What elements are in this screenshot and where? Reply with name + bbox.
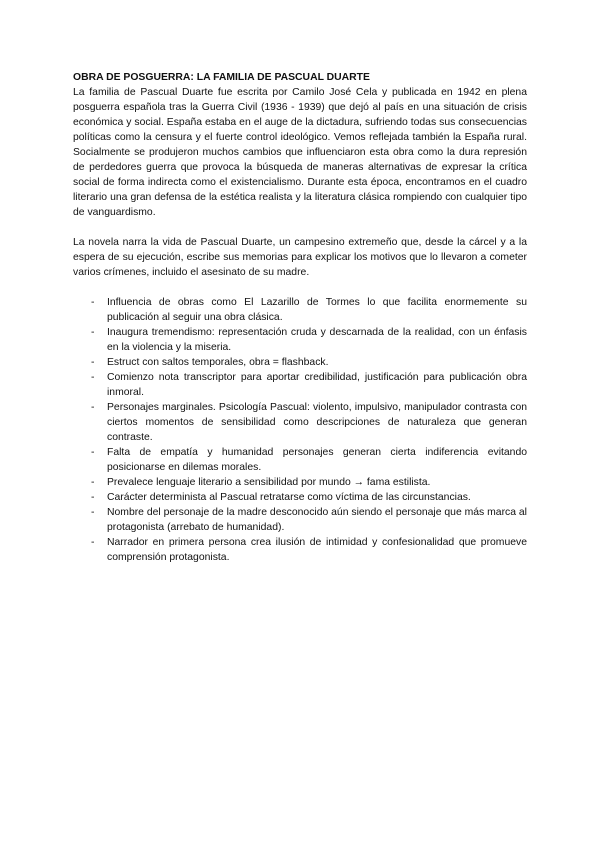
- list-item: [73, 355, 527, 370]
- bullet-dash: -: [91, 372, 95, 383]
- list-item-text: Falta de empatía y humanidad personajes generan cierta indiferencia evitando posicionarse en dilemas morales.: [107, 447, 527, 473]
- bullet-dash: -: [91, 297, 95, 308]
- list-item-text: Comienzo nota transcriptor para aportar credibilidad, justificación para publicación obra inmoral.: [107, 372, 527, 398]
- list-item-text: Narrador en primera persona crea ilusión de intimidad y confesionalidad que promueve comprensión protagonista.: [107, 537, 527, 563]
- document-title: OBRA DE POSGUERRA: LA FAMILIA DE PASCUAL DUARTE: [73, 72, 370, 83]
- list-item-text: Carácter determinista al Pascual retratarse como víctima de las circunstancias.: [107, 492, 471, 503]
- list-item: [73, 295, 527, 325]
- list-item: [73, 505, 527, 535]
- list-item-text: Estruct con saltos temporales, obra = flashback.: [107, 357, 329, 368]
- list-item: [73, 370, 527, 400]
- list-item-text: Inaugura tremendismo: representación cruda y descarnada de la realidad, con un énfasis en la violencia y la miseria.: [107, 327, 527, 353]
- bullet-dash: -: [91, 507, 95, 518]
- bullet-dash: -: [91, 327, 95, 338]
- list-item-text: Nombre del personaje de la madre desconocido aún siendo el personaje que más marca al protagonista (arrebato de humanidad).: [107, 507, 527, 533]
- bullet-dash: -: [91, 402, 95, 413]
- list-item-text: Influencia de obras como El Lazarillo de Tormes lo que facilita enormemente su publicación al seguir una obra clásica.: [107, 297, 527, 323]
- list-item: [73, 535, 527, 565]
- paragraph-context: La familia de Pascual Duarte fue escrita por Camilo José Cela y publicada en 1942 en plena posguerra española tras la Guerra Civil (1936 - 1939) que dejó al país en una situación de crisis económica y social. España estaba en el auge de la dictadura, sufriendo todas sus consecuencias políticas como la censura y el fuerte control ideológico. Vemos reflejada también la España rural. Socialmente se produjeron muchos cambios que influenciaron esta obra como la dura represión de perdedores guerra que provoca la búsqueda de maneras alternativas de expresar la crítica social de forma indirecta como el existencialismo. Durante esta época, encontramos en el cuadro literario una gran defensa de la estética realista y la literatura clásica rompiendo con cualquier tipo de vanguardismo.: [73, 87, 527, 218]
- document-body: [73, 70, 527, 565]
- list-item: [73, 445, 527, 475]
- list-item: [73, 475, 527, 490]
- paragraph-plot: La novela narra la vida de Pascual Duarte, un campesino extremeño que, desde la cárcel y a la espera de su ejecución, escribe sus memorias para explicar los motivos que lo llevaron a cometer varios crímenes, incluido el asesinato de su madre.: [73, 237, 527, 278]
- list-item: [73, 325, 527, 355]
- bullet-list: [73, 295, 527, 565]
- list-item: [73, 490, 527, 505]
- bullet-dash: -: [91, 357, 95, 368]
- list-item: [73, 400, 527, 445]
- bullet-dash: -: [91, 492, 95, 503]
- list-item-text: Prevalece lenguaje literario a sensibilidad por mundo → fama estilista.: [107, 477, 431, 488]
- list-item-text: Personajes marginales. Psicología Pascual: violento, impulsivo, manipulador contrasta con ciertos momentos de sensibilidad como descripciones de naturaleza que generan contraste.: [107, 402, 527, 443]
- bullet-dash: -: [91, 477, 95, 488]
- bullet-dash: -: [91, 447, 95, 458]
- bullet-dash: -: [91, 537, 95, 548]
